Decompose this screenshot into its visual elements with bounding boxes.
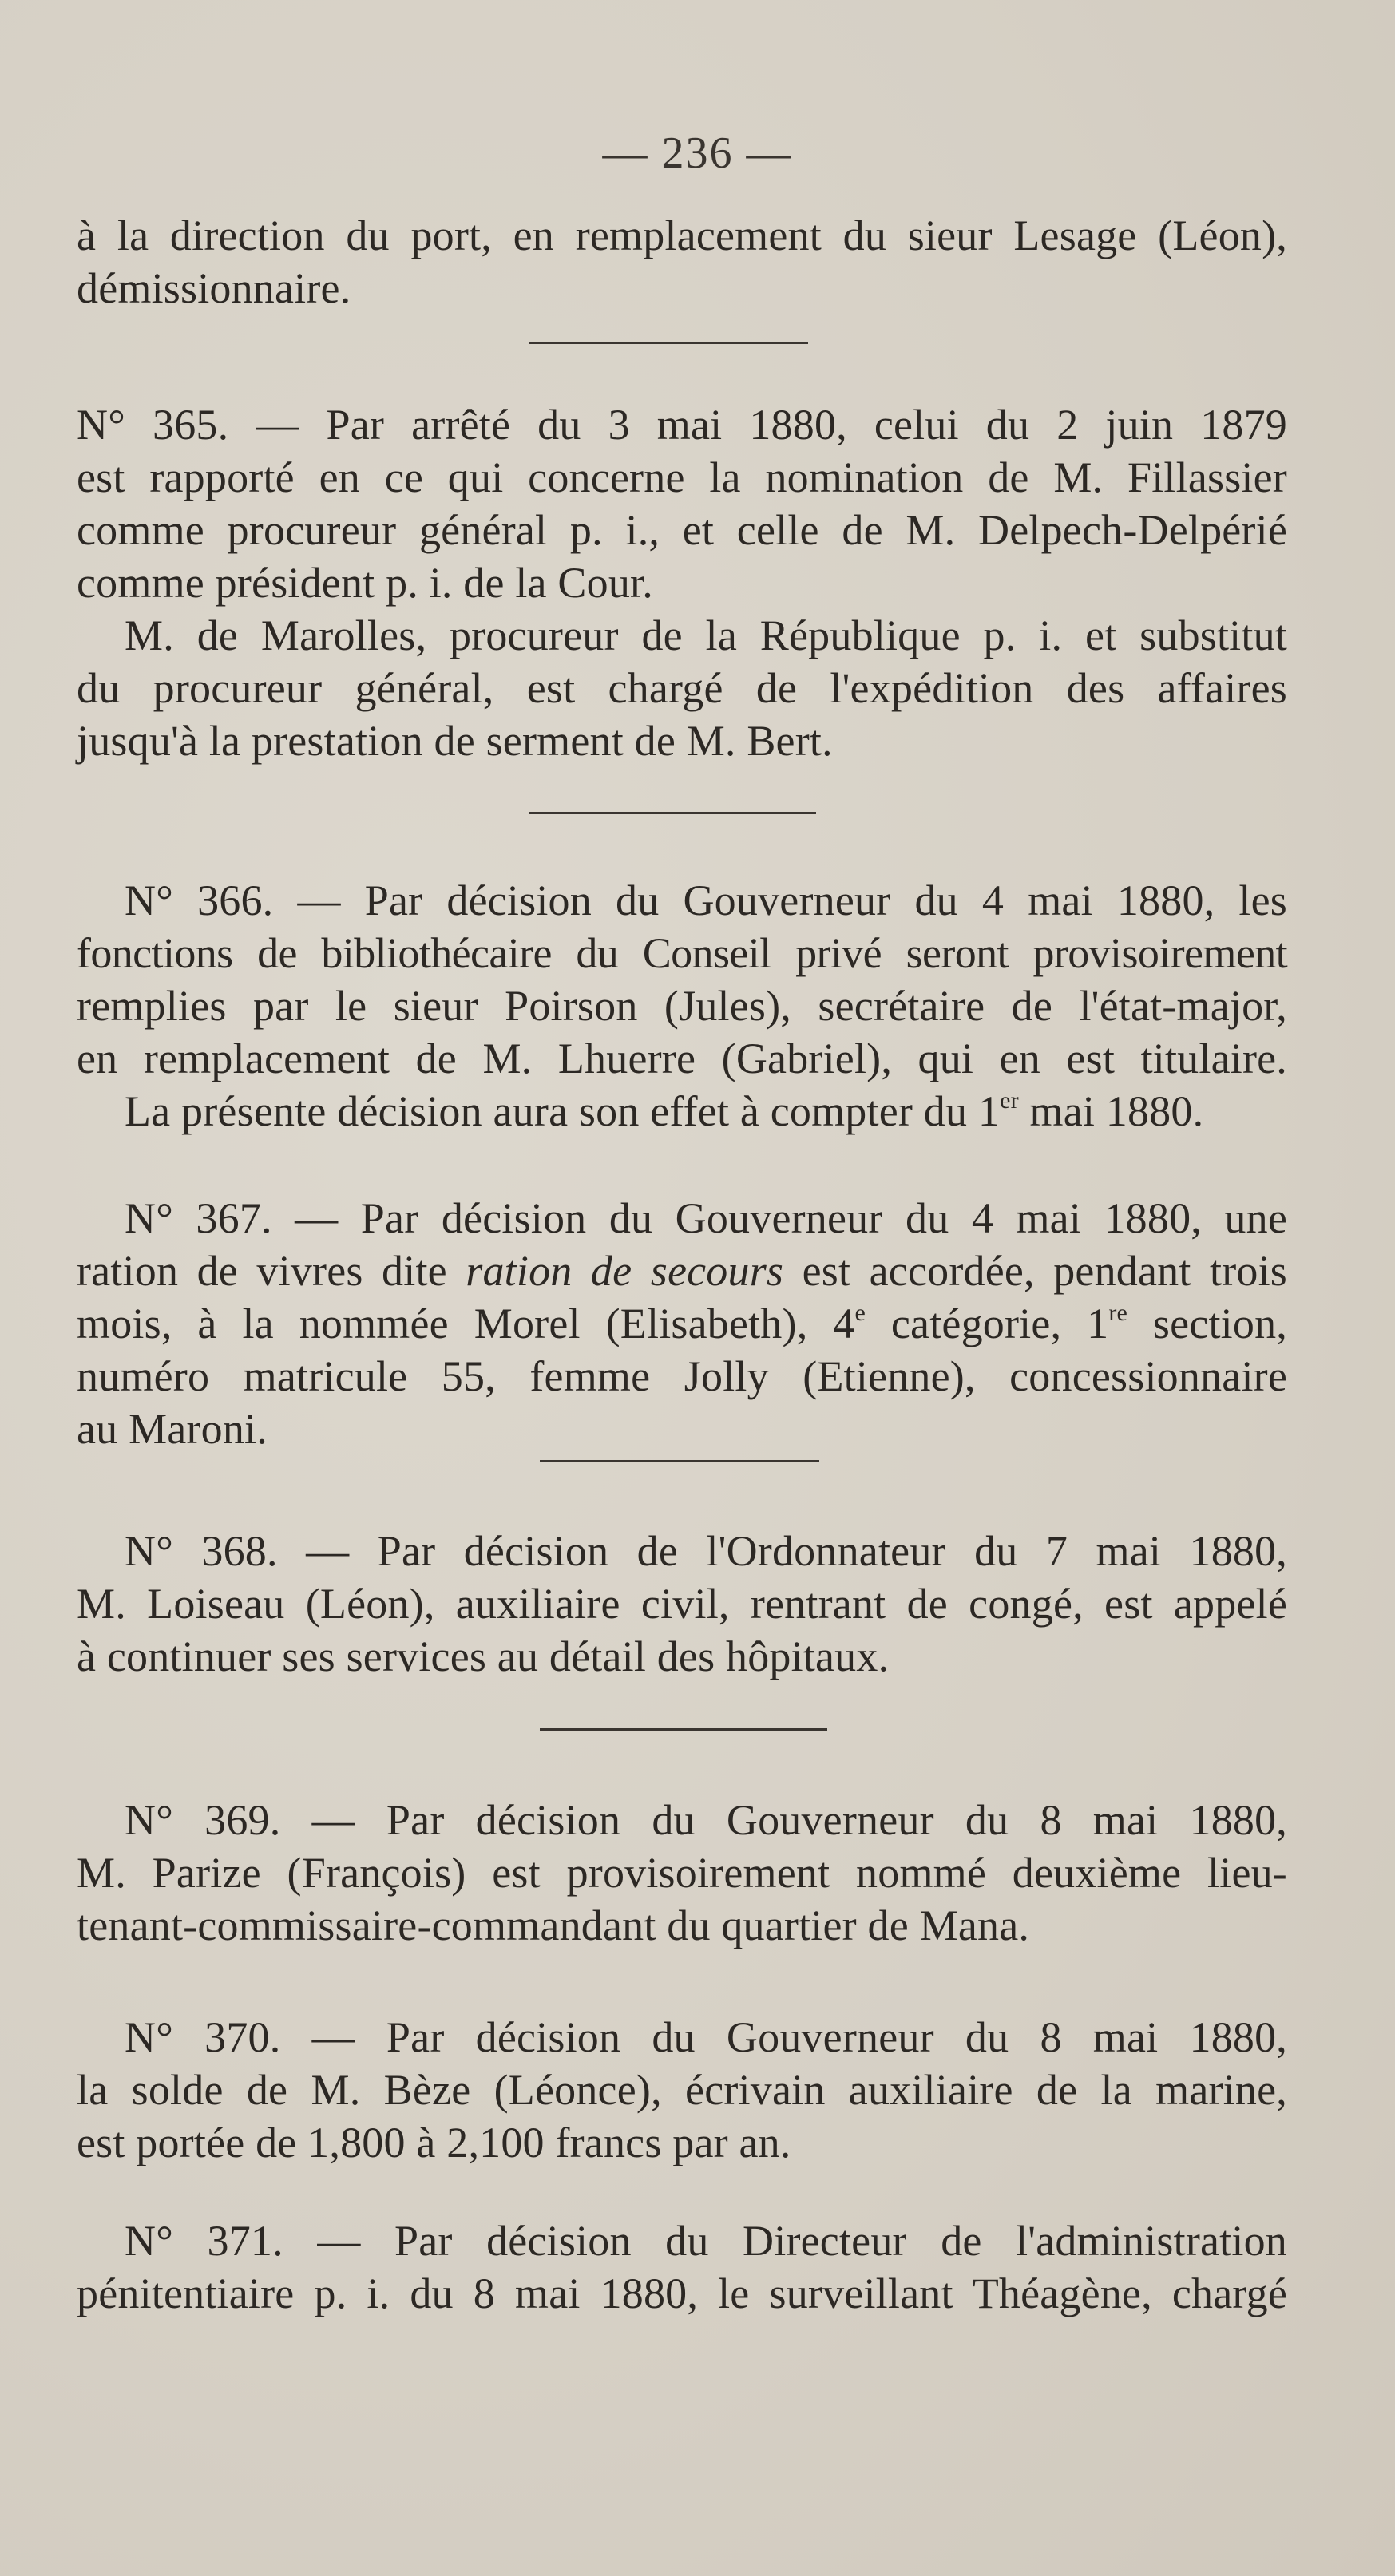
entry-number: N° 370. (125, 2013, 281, 2061)
text-line (77, 1525, 1287, 1577)
entry-text: — Par décision du Directeur de l'administration (317, 2217, 1287, 2265)
text-fragment: ration de vivres dite (77, 1247, 466, 1295)
entry-number: N° 371. (125, 2217, 283, 2265)
text-line: est rapporté en ce qui concerne la nomination de M. Fillassier (77, 453, 1287, 501)
entry-text: — Par décision de l'Ordonnateur du 7 mai 1880, (306, 1527, 1287, 1575)
superscript: er (1000, 1087, 1019, 1114)
text-line: jusqu'à la prestation de serment de M. Bert. (77, 717, 833, 765)
entry-text: — Par arrêté du 3 mai 1880, celui du 2 juin 1879 (256, 401, 1288, 449)
page-number: — 236 — (602, 129, 793, 178)
separator-rule (529, 342, 808, 344)
text-fragment: mois, à la nommée Morel (Elisabeth), 4 (77, 1300, 855, 1347)
entry-366 (77, 874, 1287, 1138)
text-line: remplies par le sieur Poirson (Jules), secrétaire de l'état-major, (77, 982, 1287, 1030)
entry-368 (77, 1525, 1287, 1683)
text-line (77, 1085, 1287, 1138)
entry-text: — Par décision du Gouverneur du 4 mai 1880, une (295, 1194, 1287, 1242)
entry-370 (77, 2011, 1287, 2169)
text-fragment: mai 1880. (1018, 1087, 1204, 1135)
text-line (77, 398, 1287, 451)
text-line: démissionnaire. (77, 264, 351, 312)
text-line: pénitentiaire p. i. du 8 mai 1880, le surveillant Théagène, chargé (77, 2269, 1287, 2317)
italic-fragment: ration de secours (466, 1247, 784, 1295)
text-fragment: catégorie, 1 (866, 1300, 1109, 1347)
separator-rule (540, 1728, 827, 1731)
entry-369 (77, 1794, 1287, 1952)
superscript: e (854, 1300, 866, 1326)
text-line: M. Loiseau (Léon), auxiliaire civil, rentrant de congé, est appelé (77, 1580, 1287, 1628)
text-line: du procureur général, est chargé de l'expédition des affaires (77, 664, 1287, 712)
text-line: à la direction du port, en remplacement du sieur Lesage (Léon), (77, 212, 1287, 259)
text-line (77, 1192, 1287, 1244)
separator-rule (529, 812, 816, 814)
entry-367 (77, 1192, 1287, 1455)
text-fragment: est accordée, pendant trois (783, 1247, 1287, 1295)
entry-371 (77, 2214, 1287, 2320)
entry-number: N° 366. (125, 876, 274, 924)
text-line: au Maroni. (77, 1405, 268, 1453)
text-line: est portée de 1,800 à 2,100 francs par an. (77, 2119, 791, 2166)
entry-number: N° 367. (125, 1194, 272, 1242)
text-line: en remplacement de M. Lhuerre (Gabriel), qui en est titulaire. (77, 1035, 1287, 1082)
text-line: M. Parize (François) est provisoirement nommé deuxième lieu- (77, 1849, 1287, 1897)
text-line: comme président p. i. de la Cour. (77, 559, 653, 607)
text-line: tenant-commissaire-commandant du quartier de Mana. (77, 1901, 1030, 1949)
text-line: à continuer ses services au détail des hôpitaux. (77, 1632, 890, 1680)
entry-text: — Par décision du Gouverneur du 8 mai 1880, (311, 1796, 1287, 1844)
text-line: comme procureur général p. i., et celle de M. Delpech-Delpérié (77, 506, 1287, 554)
superscript: re (1108, 1300, 1128, 1326)
text-fragment: section, (1127, 1300, 1287, 1347)
separator-rule (540, 1460, 819, 1462)
text-line (77, 1244, 1287, 1297)
text-line (77, 874, 1287, 927)
text-line (77, 2214, 1287, 2267)
entry-number: N° 369. (125, 1796, 281, 1844)
text-fragment: La présente décision aura son effet à compter du 1 (125, 1087, 1001, 1135)
text-line: fonctions de bibliothécaire du Conseil privé seront provisoirement (77, 929, 1287, 977)
continuation-paragraph (77, 209, 1287, 315)
text-line (77, 2011, 1287, 2064)
entry-number: N° 365. (77, 401, 229, 449)
entry-number: N° 368. (125, 1527, 278, 1575)
text-line: numéro matricule 55, femme Jolly (Etienne), concessionnaire (77, 1352, 1287, 1400)
entry-text: — Par décision du Gouverneur du 8 mai 1880, (311, 2013, 1287, 2061)
text-line (77, 1297, 1287, 1350)
entry-text: — Par décision du Gouverneur du 4 mai 1880, les (297, 876, 1287, 924)
text-line: la solde de M. Bèze (Léonce), écrivain auxiliaire de la marine, (77, 2066, 1287, 2114)
entry-365 (77, 398, 1287, 767)
text-line (77, 1794, 1287, 1846)
text-line: M. de Marolles, procureur de la République p. i. et substitut (125, 611, 1287, 659)
